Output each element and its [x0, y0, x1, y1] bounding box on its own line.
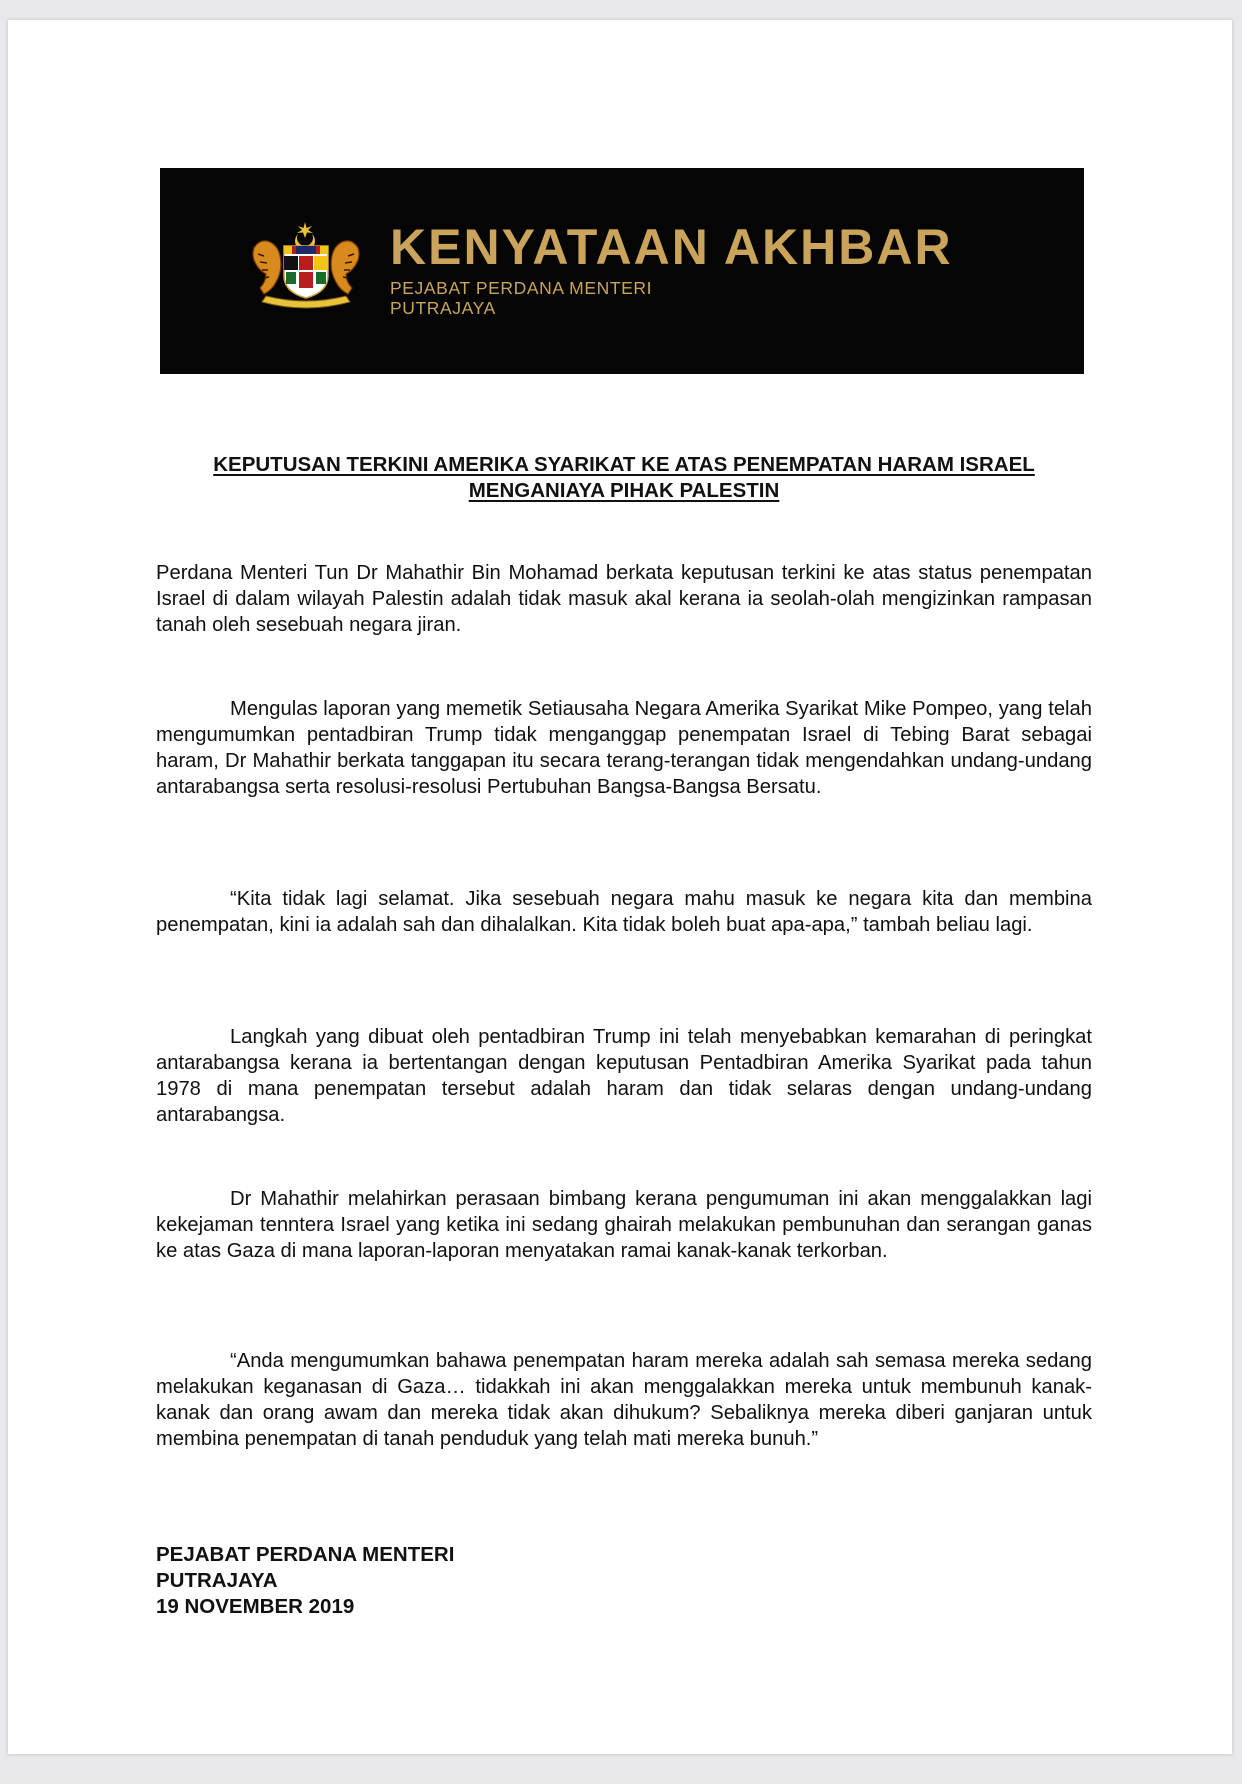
document-page: [8, 20, 1232, 1754]
signoff-date: 19 NOVEMBER 2019: [156, 1595, 355, 1618]
paragraph-4: Langkah yang dibuat oleh pentadbiran Trump ini telah menyebabkan kemarahan di peringkat antarabangsa kerana ia bertentangan dengan keputusan Pentadbiran Amerika Syarikat pada tahun 1978 di mana penempatan tersebut adalah haram dan tidak selaras dengan undang-undang antarabangsa.: [156, 1026, 1092, 1126]
banner-subtitle-city: PUTRAJAYA: [390, 298, 496, 318]
document-title-line-1: KEPUTUSAN TERKINI AMERIKA SYARIKAT KE ATAS PENEMPATAN HARAM ISRAEL: [213, 453, 1035, 476]
document-title: [156, 452, 1092, 504]
paragraph-2: Mengulas laporan yang memetik Setiausaha Negara Amerika Syarikat Mike Pompeo, yang telah mengumumkan pentadbiran Trump tidak menganggap penempatan Israel di Tebing Barat sebagai haram, Dr Mahathir berkata tanggapan itu secara terang-terangan tidak mengendahkan undang-undang antarabangsa serta resolusi-resolusi Pertubuhan Bangsa-Bangsa Bersatu.: [156, 698, 1092, 798]
paragraph-5: Dr Mahathir melahirkan perasaan bimbang kerana pengumuman ini akan menggalakkan lagi kekejaman tenntera Israel yang ketika ini sedang ghairah melakukan pembunuhan dan serangan ganas ke atas Gaza di mana laporan-laporan menyatakan ramai kanak-kanak terkorban.: [156, 1188, 1092, 1262]
paragraph-3: “Kita tidak lagi selamat. Jika sesebuah negara mahu masuk ke negara kita dan membina penempatan, kini ia adalah sah dan dihalalkan. Kita tidak boleh buat apa-apa,” tambah beliau lagi.: [156, 888, 1092, 936]
signoff-city: PUTRAJAYA: [156, 1569, 278, 1592]
banner-subtitle-office: PEJABAT PERDANA MENTERI: [390, 278, 653, 298]
document-title-line-2: MENGANIAYA PIHAK PALESTIN: [468, 479, 780, 502]
paragraph-1: Perdana Menteri Tun Dr Mahathir Bin Mohamad berkata keputusan terkini ke atas status penempatan Israel di dalam wilayah Palestin adalah tidak masuk akal kerana ia seolah-olah mengizinkan rampasan tanah oleh sesebuah negara jiran.: [156, 562, 1092, 636]
malaysia-coat-of-arms-icon: [244, 220, 368, 312]
signoff-office: PEJABAT PERDANA MENTERI: [156, 1543, 455, 1566]
banner-title: KENYATAAN AKHBAR: [390, 219, 953, 275]
paragraph-6: “Anda mengumumkan bahawa penempatan haram mereka adalah sah semasa mereka sedang melakukan keganasan di Gaza… tidakkah ini akan menggalakkan mereka untuk membunuh kanak-kanak dan orang awam dan mereka tidak akan dihukum? Sebaliknya mereka diberi ganjaran untuk membina penempatan di tanah penduduk yang telah mati mereka bunuh.”: [156, 1350, 1092, 1450]
banner-subtitle: [390, 278, 652, 318]
signoff: [156, 1542, 454, 1620]
press-release-banner: [160, 168, 1084, 374]
